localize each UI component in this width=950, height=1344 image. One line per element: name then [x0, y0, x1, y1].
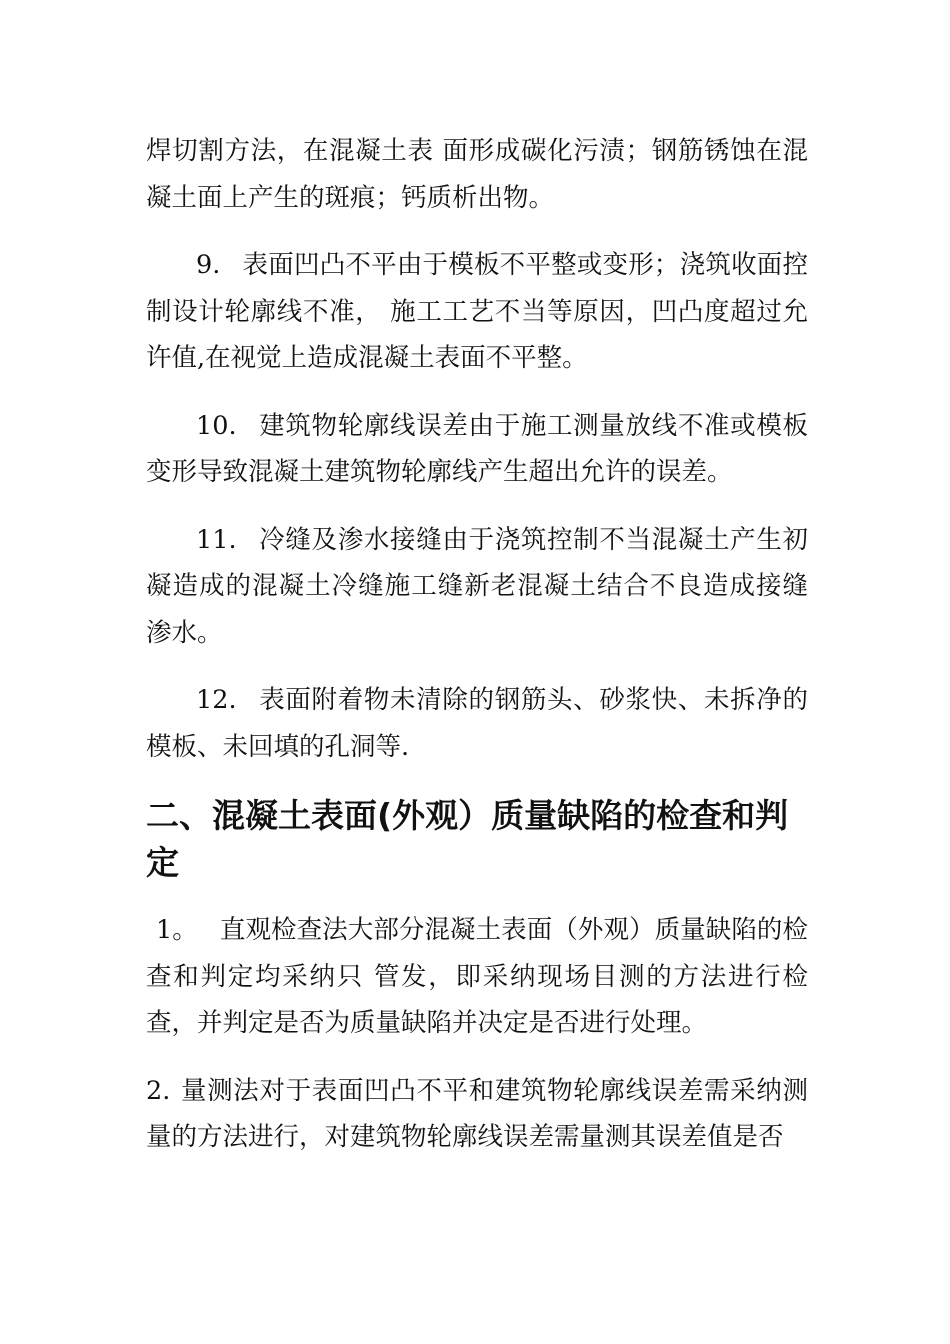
item-text: 量测法对于表面凹凸不平和建筑物轮廓线误差需采纳测量的方法进行，对建筑物轮廓线误差需量测其误差值是否 [146, 1075, 808, 1152]
list-item-12 [146, 677, 808, 770]
item-text: 表面凹凸不平由于模板不平整或变形；浇筑收面控制设计轮廓线不准， 施工工艺不当等原因，凹凸度超过允许值,在视觉上造成混凝土表面不平整。 [146, 250, 808, 373]
paragraph-continuation: 焊切割方法，在混凝土表 面形成碳化污渍；钢筋锈蚀在混凝土面上产生的斑痕；钙质析出物。 [146, 136, 808, 213]
item-number: 10. [196, 410, 237, 441]
item-text: 直观检查法大部分混凝土表面（外观）质量缺陷的检查和判定均采纳只 管发，即采纳现场目测的方法进行检查，并判定是否为质量缺陷并决定是否进行处理。 [146, 915, 808, 1038]
item-text: 建筑物轮廓线误差由于施工测量放线不准或模板变形导致混凝土建筑物轮廓线产生超出允许的误差。 [146, 410, 808, 487]
item-number: 9. [196, 250, 221, 280]
section-heading: 二、混凝土表面(外观）质量缺陷的检查和判定 [146, 796, 789, 882]
list-item-9 [146, 242, 808, 382]
item-text: 表面附着物未清除的钢筋头、砂浆快、未拆净的模板、未回填的孔洞等. [146, 685, 808, 762]
section-item-2 [146, 1068, 808, 1161]
document-page [146, 128, 808, 1161]
item-number: 11. [196, 524, 237, 555]
item-number: 2. [146, 1075, 171, 1106]
list-item-10 [146, 403, 808, 496]
section-item-1 [146, 907, 808, 1047]
item-text: 冷缝及渗水接缝由于浇筑控制不当混凝土产生初凝造成的混凝土冷缝施工缝新老混凝土结合不良造成接缝渗水。 [146, 524, 808, 648]
item-number: 12. [196, 685, 237, 715]
list-item-11 [146, 517, 808, 657]
item-number: 1。 [156, 915, 198, 945]
